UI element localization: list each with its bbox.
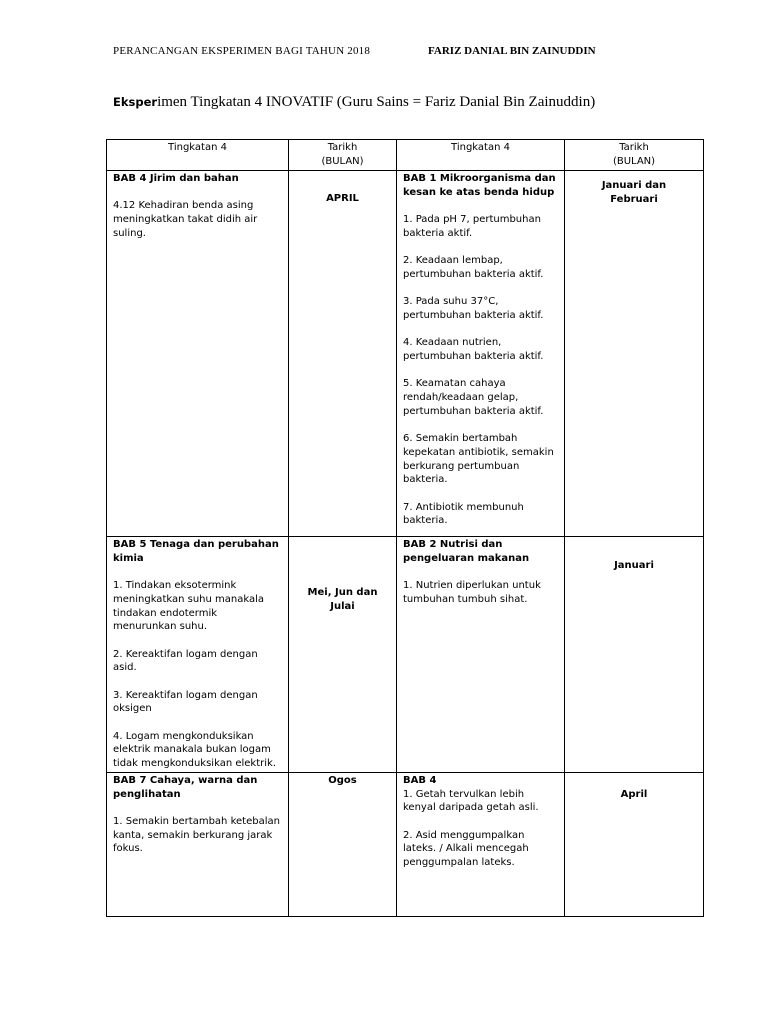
experiment-plan-table bbox=[106, 139, 704, 917]
row1-right-item: 4. Keadaan nutrien, pertumbuhan bakteria aktif. bbox=[403, 337, 544, 363]
row3-left-cell bbox=[107, 772, 289, 916]
row2-left-title: BAB 5 Tenaga dan perubahan kimia bbox=[113, 539, 279, 564]
row3-left-date-cell bbox=[289, 772, 397, 916]
row2-left-date-cell bbox=[289, 537, 397, 773]
row2-right-date: Januari bbox=[614, 560, 654, 571]
table-row bbox=[107, 171, 704, 537]
header-tarikh-left bbox=[289, 140, 397, 171]
header-tarikh-right-text: Tarikh (BULAN) bbox=[612, 142, 656, 167]
row3-right-date: April bbox=[620, 788, 648, 800]
header-tarikh-left-text: Tarikh (BULAN) bbox=[321, 142, 364, 167]
row3-left-date: Ogos bbox=[328, 774, 357, 786]
row1-left-date-cell bbox=[289, 171, 397, 537]
row1-right-item: 3. Pada suhu 37°C, pertumbuhan bakteria aktif. bbox=[403, 296, 544, 321]
document-subtitle bbox=[113, 94, 595, 111]
header-tarikh-right bbox=[565, 140, 704, 171]
row1-right-item: 1. Pada pH 7, pertumbuhan bakteria aktif. bbox=[403, 214, 541, 239]
row2-left-cell bbox=[107, 537, 289, 773]
table-row bbox=[107, 537, 704, 773]
row2-left-date: Mei, Jun dan Julai bbox=[307, 587, 378, 612]
table-row bbox=[107, 772, 704, 916]
header-tingkatan-right: Tingkatan 4 bbox=[397, 140, 565, 171]
table-header-row bbox=[107, 140, 704, 171]
document-header-author: FARIZ DANIAL BIN ZAINUDDIN bbox=[428, 45, 596, 57]
row2-left-item: 3. Kereaktifan logam dengan oksigen bbox=[113, 689, 258, 715]
row2-left-item: 4. Logam mengkonduksikan elektrik manakala bukan logam tidak mengkonduksikan elektrik. bbox=[113, 730, 276, 770]
header-tingkatan-left: Tingkatan 4 bbox=[107, 140, 289, 171]
row1-right-item: 2. Keadaan lembap, pertumbuhan bakteria aktif. bbox=[403, 255, 544, 280]
row2-right-title: BAB 2 Nutrisi dan pengeluaran makanan bbox=[403, 539, 530, 564]
row1-left-date: APRIL bbox=[326, 193, 359, 204]
row1-right-item: 6. Semakin bertambah kepekatan antibiotik, semakin berkurang pertumbuan bakteria. bbox=[403, 433, 554, 486]
row1-right-date: Januari dan Februari bbox=[601, 180, 667, 205]
row3-right-date-cell bbox=[565, 772, 704, 916]
row1-left-title: BAB 4 Jirim dan bahan bbox=[113, 173, 239, 184]
subtitle-lead: Eksper bbox=[113, 95, 158, 109]
row1-right-item: 7. Antibiotik membunuh bakteria. bbox=[403, 501, 524, 527]
row2-left-item: 1. Tindakan eksotermink meningkatkan suhu manakala tindakan endotermik menurunkan suhu. bbox=[113, 580, 265, 633]
row3-left-title: BAB 7 Cahaya, warna dan penglihatan bbox=[113, 774, 258, 800]
row3-right-title: BAB 4 bbox=[403, 774, 437, 786]
row1-right-title: BAB 1 Mikroorganisma dan kesan ke atas benda hidup bbox=[403, 173, 556, 198]
row1-right-item: 5. Keamatan cahaya rendah/keadaan gelap, pertumbuhan bakteria aktif. bbox=[403, 378, 544, 417]
row1-right-cell bbox=[397, 171, 565, 537]
row3-left-item: 1. Semakin bertambah ketebalan kanta, semakin berkurang jarak fokus. bbox=[113, 815, 280, 855]
row3-right-cell bbox=[397, 772, 565, 916]
row1-left-item: 4.12 Kehadiran benda asing meningkatkan takat didih air suling. bbox=[113, 200, 258, 239]
row3-right-item: 1. Getah tervulkan lebih kenyal daripada getah asli. bbox=[403, 788, 539, 814]
row3-right-item: 2. Asid menggumpalkan lateks. / Alkali mencegah penggumpalan lateks. bbox=[403, 829, 529, 869]
row2-right-cell bbox=[397, 537, 565, 773]
row2-right-item: 1. Nutrien diperlukan untuk tumbuhan tumbuh sihat. bbox=[403, 580, 541, 605]
document-header-title: PERANCANGAN EKSPERIMEN BAGI TAHUN 2018 bbox=[113, 45, 371, 57]
row1-right-date-cell bbox=[565, 171, 704, 537]
row1-left-cell bbox=[107, 171, 289, 537]
row2-left-item: 2. Kereaktifan logam dengan asid. bbox=[113, 648, 258, 674]
row2-right-date-cell bbox=[565, 537, 704, 773]
subtitle-rest: imen Tingkatan 4 INOVATIF (Guru Sains = Fariz Danial Bin Zainuddin) bbox=[157, 94, 596, 110]
